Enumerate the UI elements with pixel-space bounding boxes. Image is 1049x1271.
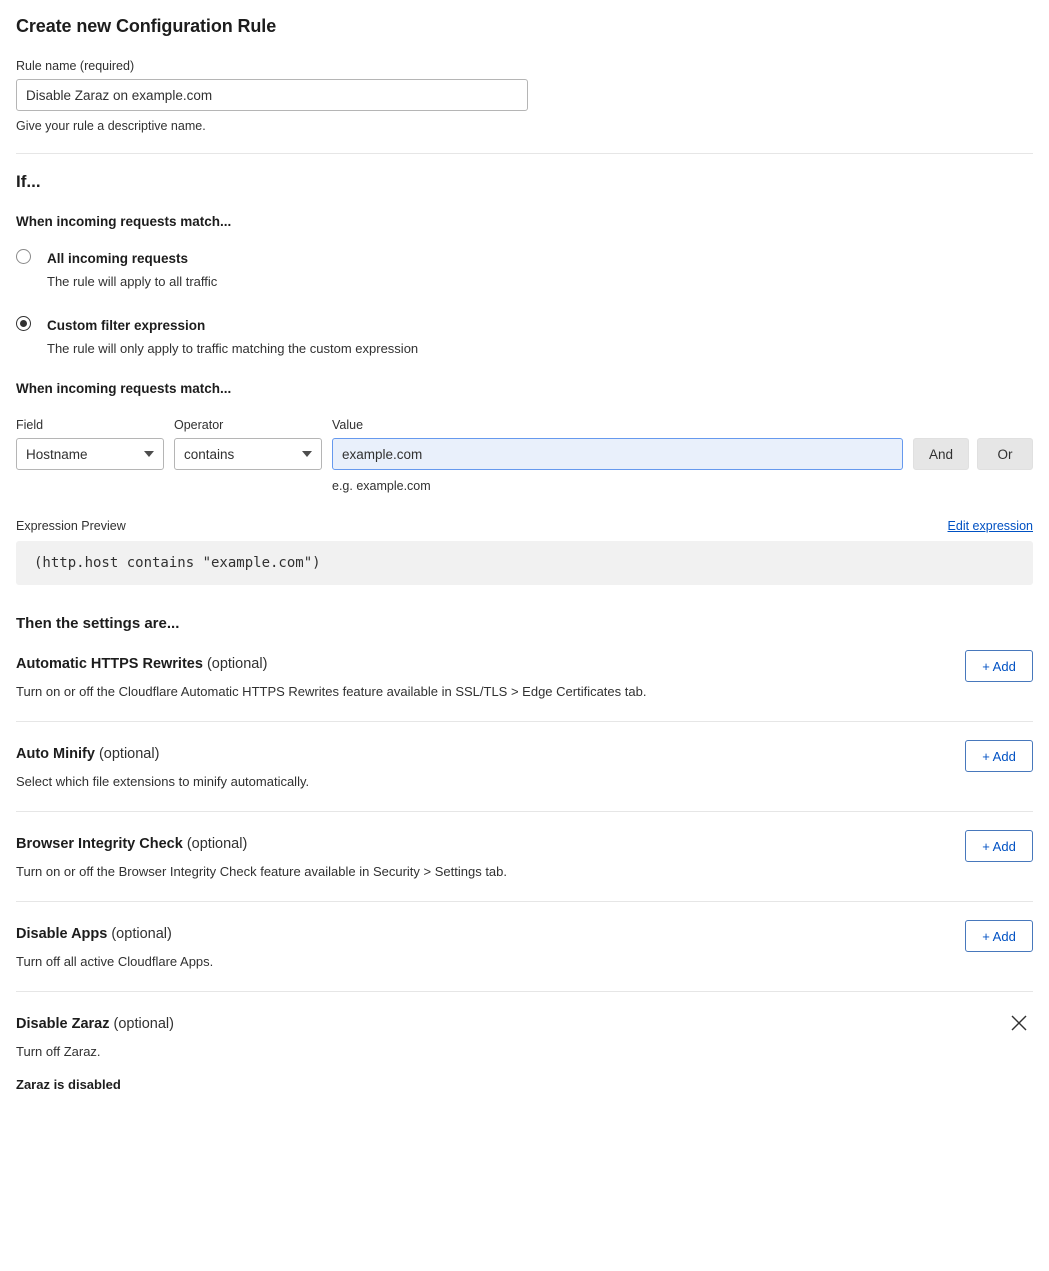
chevron-down-icon (302, 451, 312, 457)
add-setting-button[interactable]: + Add (965, 650, 1033, 682)
radio-option-all-requests[interactable] (16, 247, 1033, 292)
value-column-label: Value (332, 418, 364, 433)
if-section-heading: If... (16, 172, 41, 191)
add-setting-button[interactable]: + Add (965, 920, 1033, 952)
field-column-label: Field (16, 418, 44, 433)
value-input[interactable] (332, 438, 903, 470)
builder-column-labels (16, 418, 1033, 432)
setting-auto-minify (16, 722, 1033, 812)
operator-column-label: Operator (174, 418, 224, 433)
expression-preview-box: (http.host contains "example.com") (16, 541, 1033, 585)
zaraz-status-text: Zaraz is disabled (16, 1077, 121, 1093)
setting-optional: (optional) (182, 836, 248, 853)
setting-title: Auto Minify (16, 746, 95, 763)
radio-icon[interactable] (16, 249, 31, 264)
value-hint: e.g. example.com (332, 479, 431, 494)
radio-icon-selected[interactable] (16, 316, 31, 331)
setting-title: Automatic HTTPS Rewrites (16, 656, 203, 673)
and-button[interactable]: And (913, 438, 969, 470)
add-setting-button[interactable]: + Add (965, 830, 1033, 862)
radio-option-custom-filter[interactable] (16, 314, 1033, 359)
setting-title: Browser Integrity Check (16, 836, 183, 853)
add-setting-button[interactable]: + Add (965, 740, 1033, 772)
setting-description: Turn off Zaraz. (16, 1044, 101, 1060)
rule-name-label: Rule name (required) (16, 59, 135, 73)
setting-description: Turn off all active Cloudflare Apps. (16, 954, 214, 970)
setting-optional: (optional) (202, 656, 268, 673)
setting-title: Disable Zaraz (16, 1016, 110, 1033)
expression-builder-row (16, 438, 1033, 493)
match-heading: When incoming requests match... (16, 214, 232, 229)
radio-label: All incoming requests (47, 251, 189, 266)
operator-select[interactable] (174, 438, 322, 470)
page-title: Create new Configuration Rule (16, 16, 277, 36)
setting-description: Turn on or off the Browser Integrity Check feature available in Security > Settings tab. (16, 864, 508, 880)
expression-preview-header (16, 519, 1033, 533)
setting-description: Select which file extensions to minify automatically. (16, 774, 310, 790)
radio-label: Custom filter expression (47, 318, 206, 334)
setting-browser-integrity-check (16, 812, 1033, 902)
rule-name-input[interactable] (16, 79, 528, 111)
field-select-value: Hostname (26, 446, 88, 462)
setting-optional: (optional) (107, 926, 172, 943)
operator-select-value: contains (184, 446, 235, 462)
field-select[interactable] (16, 438, 164, 470)
radio-description: The rule will apply to all traffic (47, 274, 218, 290)
rule-name-helper: Give your rule a descriptive name. (16, 119, 206, 133)
builder-heading: When incoming requests match... (16, 381, 232, 397)
setting-description: Turn on or off the Cloudflare Automatic HTTPS Rewrites feature available in SSL/TLS > Edge Certificates tab. (16, 684, 647, 700)
setting-optional: (optional) (109, 1016, 174, 1033)
setting-automatic-https-rewrites (16, 632, 1033, 722)
section-divider (16, 153, 1033, 154)
configuration-rule-form (0, 8, 1049, 1114)
chevron-down-icon (144, 451, 154, 457)
setting-disable-zaraz (16, 992, 1033, 1114)
setting-title: Disable Apps (16, 926, 108, 943)
match-type-radio-group (16, 247, 1033, 359)
setting-optional: (optional) (94, 746, 160, 763)
radio-description: The rule will only apply to traffic matching the custom expression (47, 341, 419, 357)
close-icon[interactable] (1008, 1012, 1030, 1034)
expression-preview-label: Expression Preview (16, 519, 126, 534)
setting-disable-apps (16, 902, 1033, 992)
then-section-heading: Then the settings are... (16, 615, 180, 633)
edit-expression-link[interactable]: Edit expression (947, 519, 1033, 534)
or-button[interactable]: Or (977, 438, 1033, 470)
